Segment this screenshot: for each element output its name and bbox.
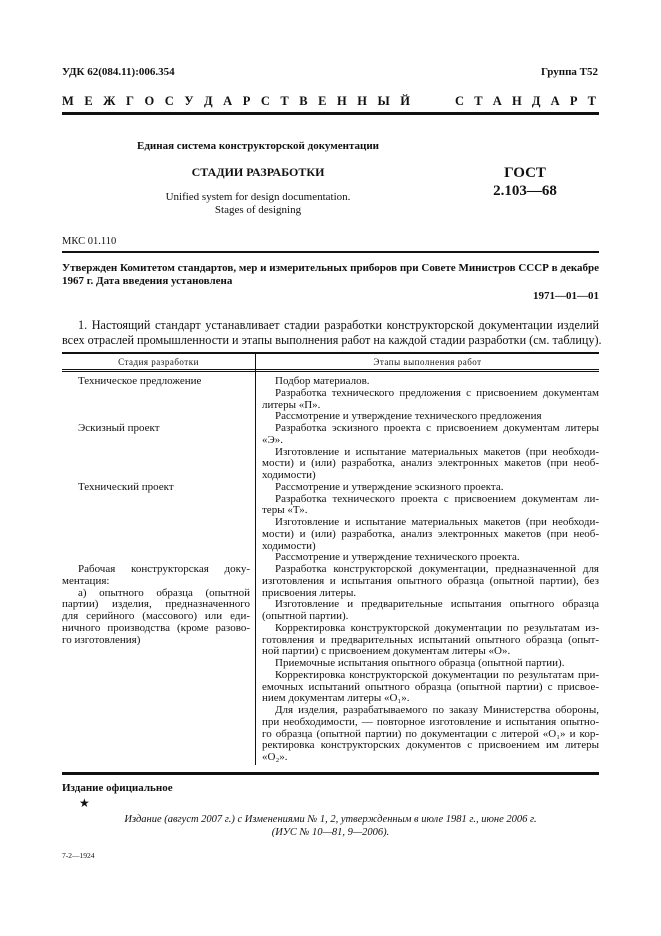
step-line: «О₂».: [262, 751, 288, 763]
edition-note-2: (ИУС № 10—81, 9—2006).: [271, 827, 390, 838]
star-icon: ★: [79, 796, 90, 810]
header-rule: [62, 112, 599, 115]
table-top-rule: [62, 352, 599, 354]
stage-line: Эскизный проект: [78, 422, 160, 434]
english-title-1: Unified system for design documentation.: [165, 191, 351, 203]
step-line: ходимости): [262, 539, 316, 552]
gost-label: ГОСТ: [504, 165, 546, 181]
table-bottom-rule: [62, 772, 599, 775]
mks-rule: [62, 251, 599, 253]
step-line: Рассмотрение и утверждение технического проекта.: [275, 551, 520, 564]
step-line: Подбор материалов.: [275, 375, 370, 387]
step-line: теры «Т».: [262, 504, 308, 517]
step-line: Разработка технического проекта с присвоением документам ли-: [275, 492, 599, 505]
step-line: ной партии) с присвоением документам литеры «О».: [262, 645, 511, 658]
step-line: Для изделия, разрабатываемого по заказу Министерства обороны,: [275, 704, 599, 716]
print-code: 7-2—1924: [62, 851, 95, 860]
step-line: мости) и (или) разработка, анализ электронных макетов (при необ-: [262, 457, 599, 470]
document-title: СТАДИИ РАЗРАБОТКИ: [191, 165, 325, 179]
step-line: мости) и (или) разработка, анализ электронных макетов (при необ-: [262, 527, 599, 540]
approval-line-2: 1967 г. Дата введения установлена: [62, 275, 233, 287]
step-line: Приемочные испытания опытного образца (опытной партии).: [275, 657, 565, 669]
mks-code: МКС 01.110: [62, 236, 117, 247]
step-line: Рассмотрение и утверждение эскизного проекта.: [275, 480, 504, 493]
official-edition: Издание официальное: [62, 782, 173, 794]
step-line: Рассмотрение и утверждение технического предложения: [275, 410, 542, 423]
step-line: Изготовление и предварительные испытания опытного образца: [275, 598, 599, 611]
intro-line-2: всех отраслей промышленности и этапы выполнения работ на каждой стадии разработки (см. таблицу).: [62, 333, 602, 347]
column-header-steps: Этапы выполнения работ: [373, 357, 482, 367]
stage-line: для серийного (массового) или еди-: [62, 610, 250, 622]
stage-line: Рабочая конструкторская доку-: [78, 563, 250, 575]
step-line: Разработка технического предложения с присвоением документам: [275, 386, 599, 399]
stage-line: Технический проект: [78, 480, 174, 493]
step-line: Корректировка конструкторской документации по результатам при-: [275, 668, 599, 681]
column-header-stage: Стадия разработки: [118, 357, 199, 367]
header-rule-1: [62, 369, 599, 370]
banner-standard: С Т А Н Д А Р Т: [455, 94, 598, 108]
banner-interstate: М Е Ж Г О С У Д А Р С Т В Е Н Н Ы Й: [62, 94, 412, 108]
step-line: ходимости): [262, 469, 316, 481]
step-line: ректировка конструкторских документов с присвоением им литеры: [262, 739, 599, 752]
step-line: присвоения литеры.: [262, 586, 357, 599]
step-line: Разработка конструкторской документации, предназначенной для: [275, 563, 599, 575]
gost-number: 2.103—68: [493, 183, 557, 199]
step-line: литеры «П».: [262, 398, 321, 411]
step-line: емочных испытаний опытного образца (опытной партии) с присвое-: [262, 680, 599, 693]
step-line: го образца (опытной партии) по документации с литерой «О₁» и кор-: [262, 727, 599, 740]
step-line: нием документам литеры «О₁».: [262, 692, 410, 705]
approval-line-1: Утвержден Комитетом стандартов, мер и измерительных приборов при Совете Министров СССР в декабре: [62, 262, 599, 274]
edition-note-1: Издание (август 2007 г.) с Изменениями № 1, 2, утвержденным в июле 1981 г., июне 2006 г.: [124, 814, 537, 825]
udk-code: УДК 62(084.11):006.354: [62, 66, 175, 78]
step-line: «Э».: [262, 433, 284, 446]
step-line: Корректировка конструкторской документации по результатам из-: [275, 621, 599, 634]
step-line: изготовления и испытания опытного образца (опытной партии), без: [262, 574, 599, 587]
stage-line: Техническое предложение: [78, 375, 202, 387]
stage-line: го изготовления): [62, 633, 141, 646]
header-rule-2: [62, 371, 599, 372]
stage-line: а) опытного образца (опытной: [78, 586, 250, 599]
step-line: (опытной партии).: [262, 610, 349, 622]
stage-line: ничного производства (кроме разово-: [62, 621, 250, 634]
group-code: Группа Т52: [540, 66, 598, 78]
effective-date: 1971—01—01: [533, 290, 599, 302]
stage-line: партии) изделия, предназначенного: [62, 598, 250, 611]
intro-line-1: 1. Настоящий стандарт устанавливает стадии разработки конструкторской документации изделий: [78, 318, 599, 332]
step-line: при необходимости, — повторное изготовление и испытания опытно-: [262, 715, 599, 728]
step-line: Изготовление и испытание материальных макетов (при необходи-: [275, 445, 599, 458]
column-divider: [255, 352, 256, 765]
step-line: готовления и предварительных испытаний опытного образца (опыт-: [262, 633, 599, 646]
step-line: Изготовление и испытание материальных макетов (при необходи-: [275, 516, 599, 528]
step-line: Разработка эскизного проекта с присвоением документам литеры: [275, 422, 599, 434]
system-title: Единая система конструкторской документации: [137, 140, 379, 152]
english-title-2: Stages of designing: [214, 204, 302, 216]
stage-line: ментация:: [62, 574, 110, 587]
